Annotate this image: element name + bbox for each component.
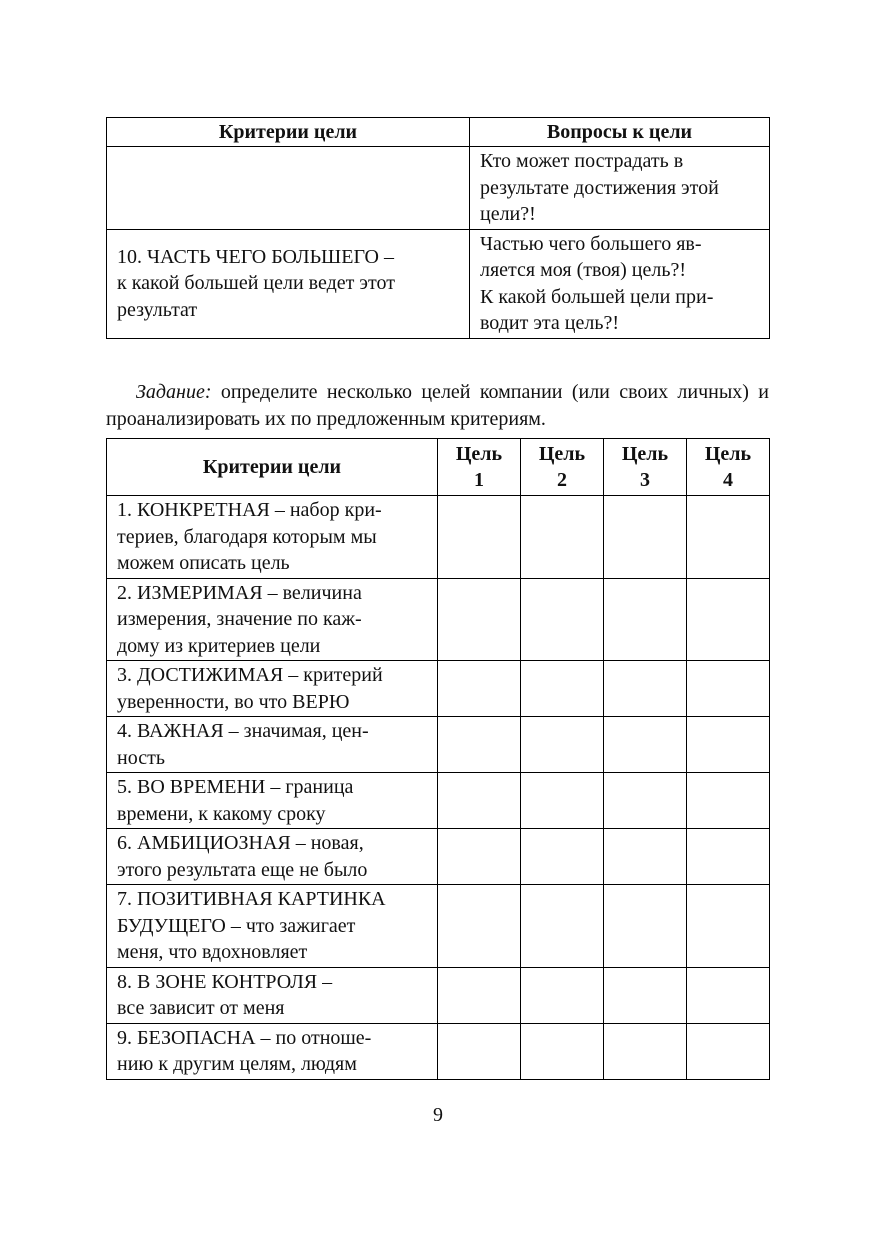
criterion-cell [107,229,470,338]
goal-4-cell[interactable] [687,1023,770,1079]
page-number: 9 [433,1104,443,1126]
goal-3-cell[interactable] [604,885,687,968]
goal-word: Цель [455,443,503,465]
goal-2-cell[interactable] [521,661,604,717]
text-line: 5. ВО ВРЕМЕНИ – граница [117,776,354,798]
text-line: 3. ДОСТИЖИМАЯ – критерий [117,664,383,686]
goal-4-cell[interactable] [687,496,770,579]
criterion-cell [107,885,438,968]
criterion-cell [107,496,438,579]
table-row [107,578,770,661]
goal-2-cell[interactable] [521,578,604,661]
text-line: результате достижения этой [480,176,719,199]
goal-1-cell[interactable] [438,661,521,717]
goal-4-cell[interactable] [687,829,770,885]
text-line: териев, благодаря которым мы [117,525,377,548]
text-line: 4. ВАЖНАЯ – значимая, цен- [117,720,369,742]
text-line: 8. В ЗОНЕ КОНТРОЛЯ – [117,970,333,993]
goal-3-cell[interactable] [604,1023,687,1079]
header-goal-1 [438,439,521,496]
goal-3-cell[interactable] [604,496,687,579]
table-row [107,717,770,773]
goal-2-cell[interactable] [521,829,604,885]
criteria-questions-table [106,117,770,339]
text-line: к какой большей цели ведет этот [117,272,395,295]
goal-4-cell[interactable] [687,773,770,829]
goal-3-cell[interactable] [604,967,687,1023]
goal-4-cell[interactable] [687,717,770,773]
goal-2-cell[interactable] [521,773,604,829]
criterion-cell [107,717,438,773]
text-line: 2. ИЗМЕРИМАЯ – величина [117,581,362,604]
text-line: уверенности, во что ВЕРЮ [117,690,350,713]
goal-1-cell[interactable] [438,717,521,773]
goal-2-cell[interactable] [521,885,604,968]
text-line: можем описать цель [117,552,290,574]
questions-cell [470,229,770,338]
table-row [107,496,770,579]
goal-1-cell[interactable] [438,829,521,885]
goal-word: Цель [704,443,752,465]
goal-1-cell[interactable] [438,1023,521,1079]
text-line: дому из критериев цели [117,634,321,657]
table-header-row [107,118,770,147]
goal-2-cell[interactable] [521,1023,604,1079]
goal-3-cell[interactable] [604,661,687,717]
criterion-cell [107,829,438,885]
goal-word: Цель [621,443,669,465]
text-line: этого результата еще не было [117,858,368,881]
criterion-cell [107,147,470,230]
text-line: нию к другим целям, людям [117,1053,357,1075]
header-questions: Вопросы к цели [470,118,770,147]
goal-number: 2 [557,469,567,491]
text-line: 10. ЧАСТЬ ЧЕГО БОЛЬШЕГО – [117,245,394,268]
goal-4-cell[interactable] [687,967,770,1023]
task-lead: Задание: [136,381,212,403]
table-row [107,229,770,338]
task-text: определите несколько целей компании (или своих личных) и проанализировать их по предложенным критериям. [106,381,770,430]
criterion-cell [107,773,438,829]
table-row [107,829,770,885]
goal-1-cell[interactable] [438,496,521,579]
text-line: меня, что вдохновляет [117,941,308,963]
text-line: измерения, значение по каж- [117,608,362,630]
criterion-cell [107,578,438,661]
text-line: БУДУЩЕГО – что зажигает [117,914,356,937]
task-paragraph [106,379,769,433]
table-row [107,773,770,829]
goal-4-cell[interactable] [687,885,770,968]
header-goal-4 [687,439,770,496]
text-line: К какой большей цели при- [480,285,714,308]
text-line: 9. БЕЗОПАСНА – по отноше- [117,1026,372,1049]
table-row [107,967,770,1023]
text-line: 6. АМБИЦИОЗНАЯ – новая, [117,832,364,854]
goal-1-cell[interactable] [438,578,521,661]
goal-4-cell[interactable] [687,578,770,661]
text-line: ляется моя (твоя) цель?! [480,259,686,281]
text-line: цели?! [480,203,536,225]
goal-3-cell[interactable] [604,773,687,829]
goal-3-cell[interactable] [604,717,687,773]
criterion-cell [107,967,438,1023]
text-line: времени, к какому сроку [117,802,326,825]
table-row [107,885,770,968]
goal-2-cell[interactable] [521,717,604,773]
goal-1-cell[interactable] [438,885,521,968]
goal-3-cell[interactable] [604,829,687,885]
goal-word: Цель [538,443,586,465]
goal-2-cell[interactable] [521,967,604,1023]
text-line: все зависит от меня [117,997,285,1019]
text-line: результат [117,298,198,321]
text-line: Частью чего большего яв- [480,232,702,255]
header-goal-3 [604,439,687,496]
goal-analysis-table [106,438,770,1080]
text-line: водит эта цель?! [480,312,620,334]
goal-2-cell[interactable] [521,496,604,579]
text-line: Кто может пострадать в [480,150,684,172]
table-row [107,1023,770,1079]
criterion-cell [107,1023,438,1079]
text-line: ность [117,746,165,769]
goal-number: 1 [474,469,484,491]
table-row [107,147,770,230]
goal-3-cell[interactable] [604,578,687,661]
text-line: 7. ПОЗИТИВНАЯ КАРТИНКА [117,888,386,910]
goal-1-cell[interactable] [438,773,521,829]
goal-4-cell[interactable] [687,661,770,717]
goal-1-cell[interactable] [438,967,521,1023]
questions-cell [470,147,770,230]
table-row [107,661,770,717]
text-line: 1. КОНКРЕТНАЯ – набор кри- [117,499,382,521]
goal-number: 3 [640,469,650,491]
header-criteria: Критерии цели [107,439,438,496]
header-criteria: Критерии цели [107,118,470,147]
goal-number: 4 [723,469,733,491]
criterion-cell [107,661,438,717]
header-goal-2 [521,439,604,496]
table-header-row [107,439,770,496]
